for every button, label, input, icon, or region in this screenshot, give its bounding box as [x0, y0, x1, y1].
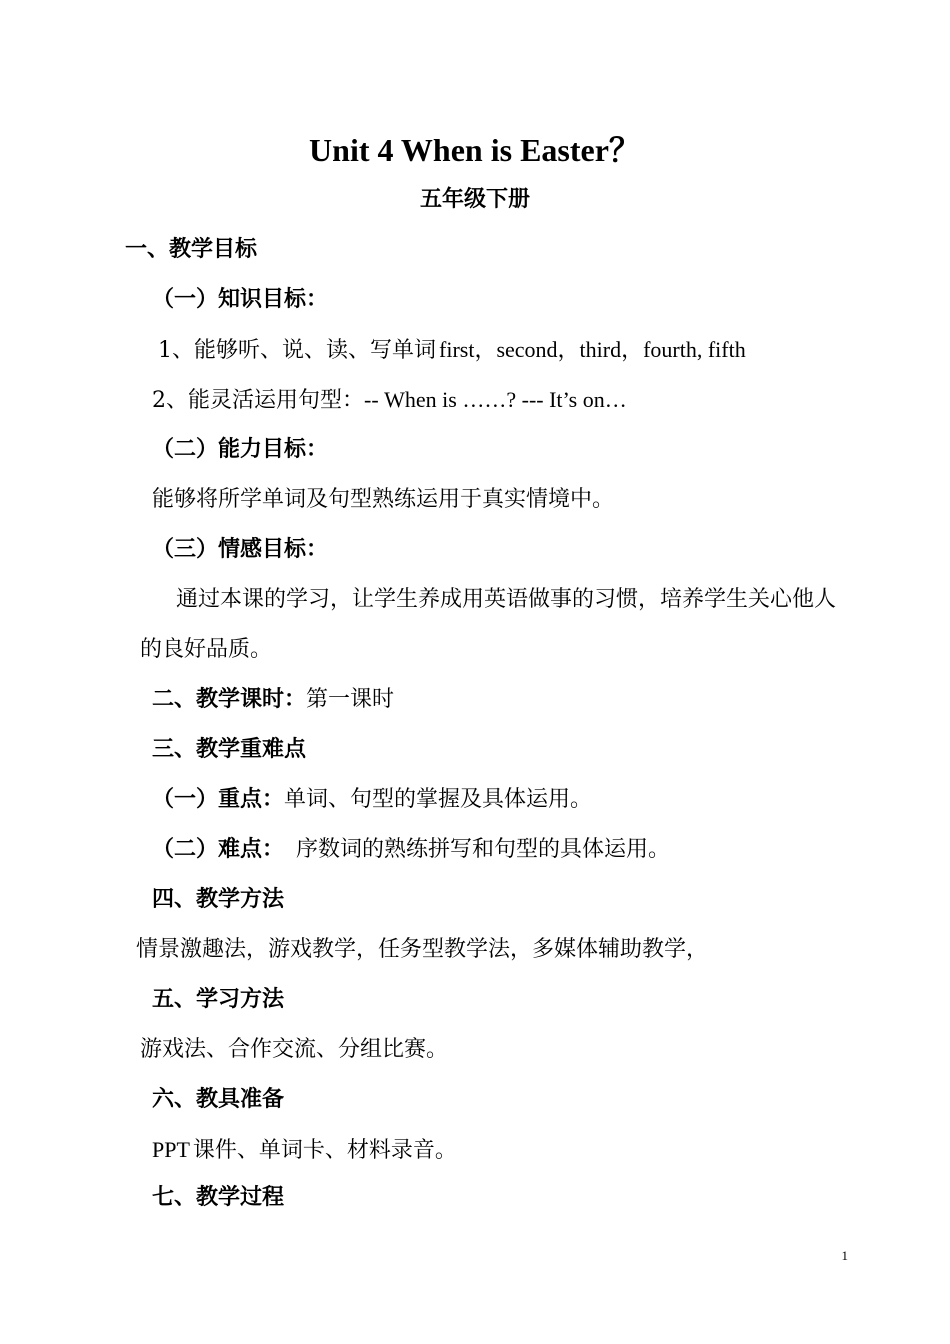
- objective-item-1: [158, 336, 746, 365]
- page-number: 1: [841, 1248, 848, 1263]
- objective-item-1-prefix: 1、能够听、说、读、写单词: [158, 338, 436, 363]
- objective-item-1-words: first，second，third，fourth, fifth: [439, 337, 746, 362]
- section-3a-value: 单词、句型的掌握及具体运用。: [284, 787, 593, 812]
- emotion-text: 通过本课的学习，让学生养成用英语做事的习惯，培养学生关心他人的良好品质。: [140, 587, 837, 662]
- section-3-heading: 三、教学重难点: [152, 737, 307, 762]
- section-3a-heading: （一）重点：: [152, 787, 285, 812]
- section-5-heading: 五、学习方法: [152, 987, 285, 1012]
- section-2-value: 第一课时: [306, 687, 395, 712]
- document-title: Unit 4 When is Easter？: [309, 132, 641, 168]
- objective-item-2: [152, 386, 627, 415]
- section-1b-heading: （二）能力目标：: [152, 437, 329, 462]
- document-subtitle: 五年级下册: [419, 187, 530, 212]
- objective-item-2-prefix: 2、能灵活运用句型：: [152, 388, 364, 413]
- section-3b-heading: （二）难点：: [152, 837, 285, 862]
- section-1a-heading: （一）知识目标：: [152, 287, 329, 312]
- section-7-heading: 七、教学过程: [152, 1185, 285, 1210]
- ability-text: 能够将所学单词及句型熟练运用于真实情境中。: [152, 487, 615, 512]
- section-6-value: 课件、单词卡、材料录音。: [192, 1138, 457, 1163]
- section-2: [152, 686, 394, 714]
- section-4-heading: 四、教学方法: [152, 887, 285, 912]
- section-1c-heading: （三）情感目标：: [152, 537, 329, 562]
- section-6-value-latin: PPT: [152, 1137, 190, 1162]
- objective-item-2-pattern: -- When is ……? --- It’s on…: [364, 387, 627, 412]
- section-6-heading: 六、教具准备: [152, 1087, 285, 1112]
- section-6-text: [152, 1136, 457, 1165]
- section-1-heading: 一、教学目标: [125, 237, 258, 262]
- section-4-value: 情景激趣法，游戏教学，任务型教学法，多媒体辅助教学，: [136, 937, 709, 962]
- section-3b: [152, 836, 670, 864]
- section-2-heading: 二、教学课时：: [152, 687, 307, 712]
- section-5-value: 游戏法、合作交流、分组比赛。: [140, 1037, 449, 1062]
- section-3b-value: 序数词的熟练拼写和句型的具体运用。: [296, 837, 671, 862]
- section-3a: [152, 786, 592, 814]
